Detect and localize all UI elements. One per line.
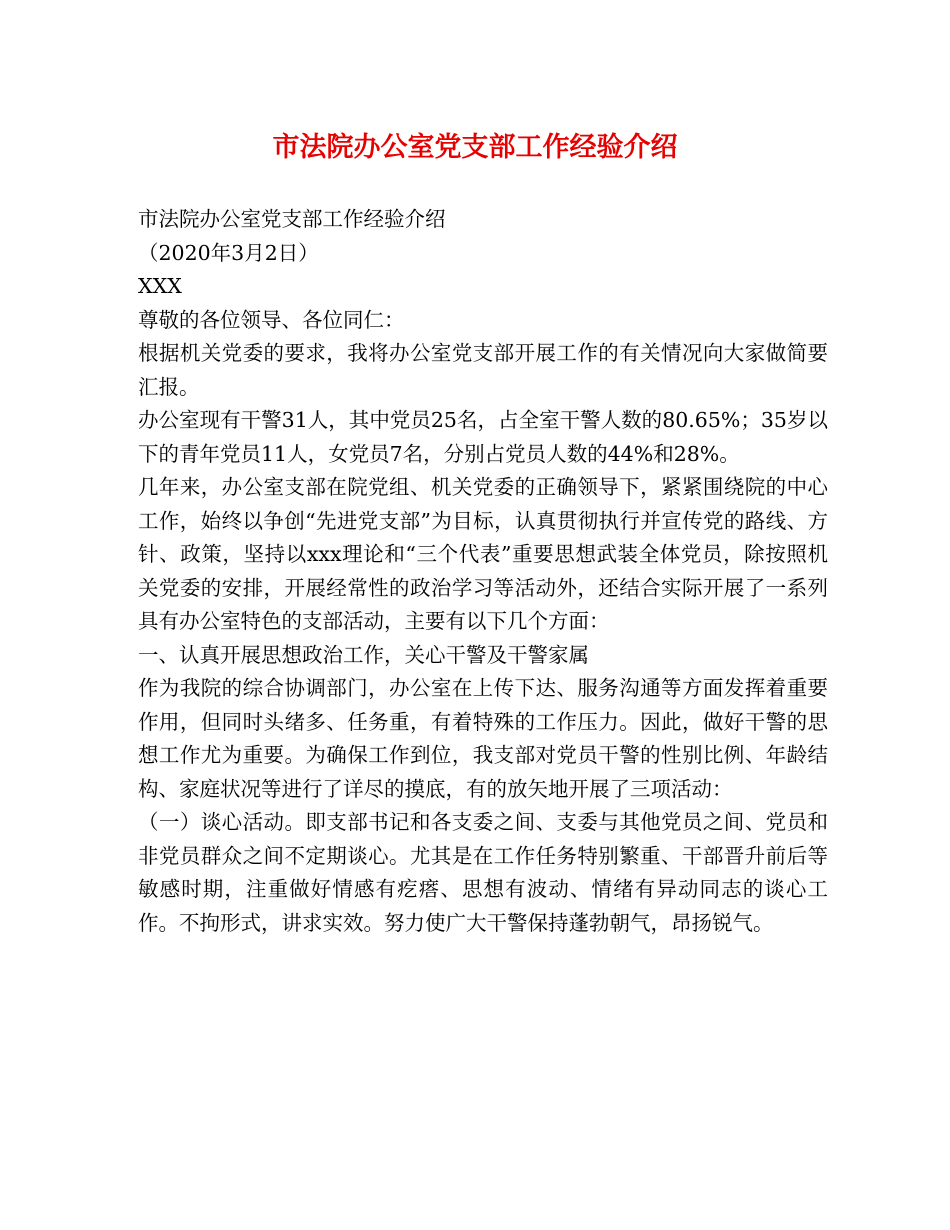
doc-subtitle: 市法院办公室党支部工作经验介绍 xyxy=(138,207,446,231)
document-body xyxy=(138,203,828,940)
doc-salutation: 尊敬的各位领导、各位同仁： xyxy=(138,307,405,332)
doc-paragraph-intro: 根据机关党委的要求，我将办公室党支部开展工作的有关情况向大家做简要汇报。 xyxy=(138,341,828,399)
doc-paragraph-item-1: （一）谈心活动。即支部书记和各支委之间、支委与其他党员之间、党员和非党员群众之间不定期谈心。尤其是在工作任务特别繁重、干部晋升前后等敏感时期，注重做好情感有疙瘩、思想有波动、情绪有异动同志的谈心工作。不拘形式，讲求实效。努力使广大干警保持蓬勃朝气，昂扬锐气。 xyxy=(138,810,828,935)
doc-section-heading-1: 一、认真开展思想政治工作，关心干警及干警家属 xyxy=(138,642,589,667)
doc-paragraph-staff-stats: 办公室现有干警31人，其中党员25名，占全室干警人数的80.65%；35岁以下的青年党员11人，女党员7名，分别占党员人数的44%和28%。 xyxy=(138,408,828,466)
doc-date: （2020年3月2日） xyxy=(138,240,319,265)
doc-author: XXX xyxy=(138,274,182,298)
doc-paragraph-overview: 几年来，办公室支部在院党组、机关党委的正确领导下，紧紧围绕院的中心工作，始终以争创“先进党支部”为目标，认真贯彻执行并宣传党的路线、方针、政策，坚持以xxx理论和“三个代表”重要思想武装全体党员，除按照机关党委的安排，开展经常性的政治学习等活动外，还结合实际开展了一系列具有办公室特色的支部活动，主要有以下几个方面： xyxy=(138,475,828,633)
doc-paragraph-section-1: 作为我院的综合协调部门，办公室在上传下达、服务沟通等方面发挥着重要作用，但同时头绪多、任务重，有着特殊的工作压力。因此，做好干警的思想工作尤为重要。为确保工作到位，我支部对党员干警的性别比例、年龄结构、家庭状况等进行了详尽的摸底，有的放矢地开展了三项活动： xyxy=(138,676,828,801)
document-title: 市法院办公室党支部工作经验介绍 xyxy=(272,132,678,163)
